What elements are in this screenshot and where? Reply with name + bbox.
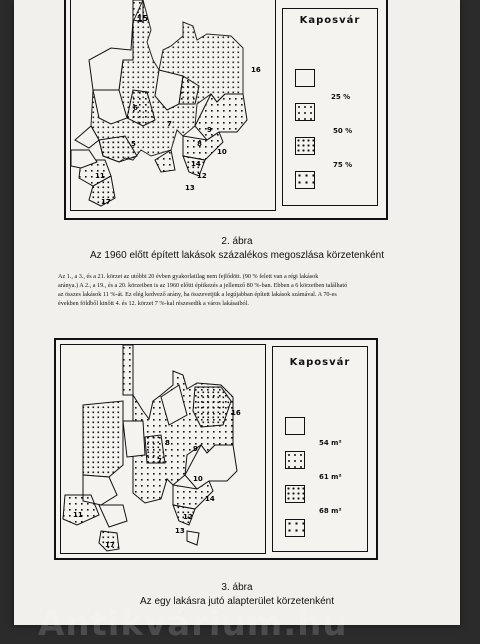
paragraph-line: az összes lakások 11 %-át. Ez elég kedvező arány, ha összevetjük a legújabban épített lakások számával. A 70-es [58,291,337,298]
legend-label: 25 % [331,93,351,101]
legend-swatch-dense [285,519,305,537]
district-label: 7 [157,457,162,465]
paragraph-line: években földből kinőtt 4. és 12. körzet 7 %-kal részesedik a város lakásaiból. [58,300,249,307]
district-label: 12 [183,513,193,521]
figure-3-frame [54,338,378,560]
district-label: 17 [101,198,111,206]
district-map-2 [60,344,266,554]
district-label: 7 [167,120,172,128]
figure-3-number: 3. ábra [221,582,253,593]
legend-title: Kaposvár [299,15,361,26]
paragraph-line: aránya.) A 2., a 19., és a 20. körzetben is az 1960 előtti építkezés a jellemző 80 %-ban. Ebben a 6 körzetben található [58,282,348,289]
district-label: 11 [95,172,105,180]
district-label: 10 [193,475,203,483]
figure-2-number: 2. ábra [221,236,253,247]
legend-swatch-medium [295,137,315,155]
legend-swatch-medium [285,485,305,503]
legend-1 [282,8,378,206]
figure-2-title: Az 1960 előtt épített lakások százalékos megoszlása körzetenként [89,250,385,261]
district-label: 13 [175,527,185,535]
paragraph-line: Az 1., a 3., és a 21. körzet az utóbbi 20 évben gyakorlatilag nem fejlődött. (90 % felett van a régi lakások [58,273,319,280]
district-label: 6 [133,104,138,112]
figure-3-title: Az egy lakásra jutó alapterület körzetenként [140,596,334,607]
district-label: 16 [231,409,241,417]
district-label: 8 [197,140,202,148]
legend-label: 50 % [333,127,353,135]
figure-2-frame [64,0,388,220]
district-label: 11 [73,511,83,519]
map-2-drawing [61,345,265,553]
legend-label: 68 m² [319,507,342,515]
legend-2 [272,346,368,552]
district-label: 14 [191,160,201,168]
legend-swatch-empty [285,417,305,435]
district-map-1 [70,0,276,211]
legend-label: 54 m² [319,439,342,447]
district-label: 5 [131,140,136,148]
legend-swatch-dense [295,171,315,189]
legend-swatch-sparse [285,451,305,469]
legend-title: Kaposvár [289,357,351,368]
district-label: 10 [217,148,227,156]
document-page [14,0,460,644]
body-paragraph [58,272,430,308]
legend-label: 75 % [333,161,353,169]
district-label: 17 [105,541,115,549]
district-label: 15 [137,14,149,23]
district-label: 14 [205,495,215,503]
district-label: 16 [251,66,261,74]
district-label: 13 [185,184,195,192]
district-label: 8 [165,439,170,447]
district-label: 12 [197,172,207,180]
district-label: 9 [193,445,198,453]
legend-label: 61 m² [319,473,342,481]
legend-swatch-sparse [295,103,315,121]
legend-swatch-empty [295,69,315,87]
watermark: Antikvárium.hu [38,604,348,644]
district-label: 9 [207,126,212,134]
